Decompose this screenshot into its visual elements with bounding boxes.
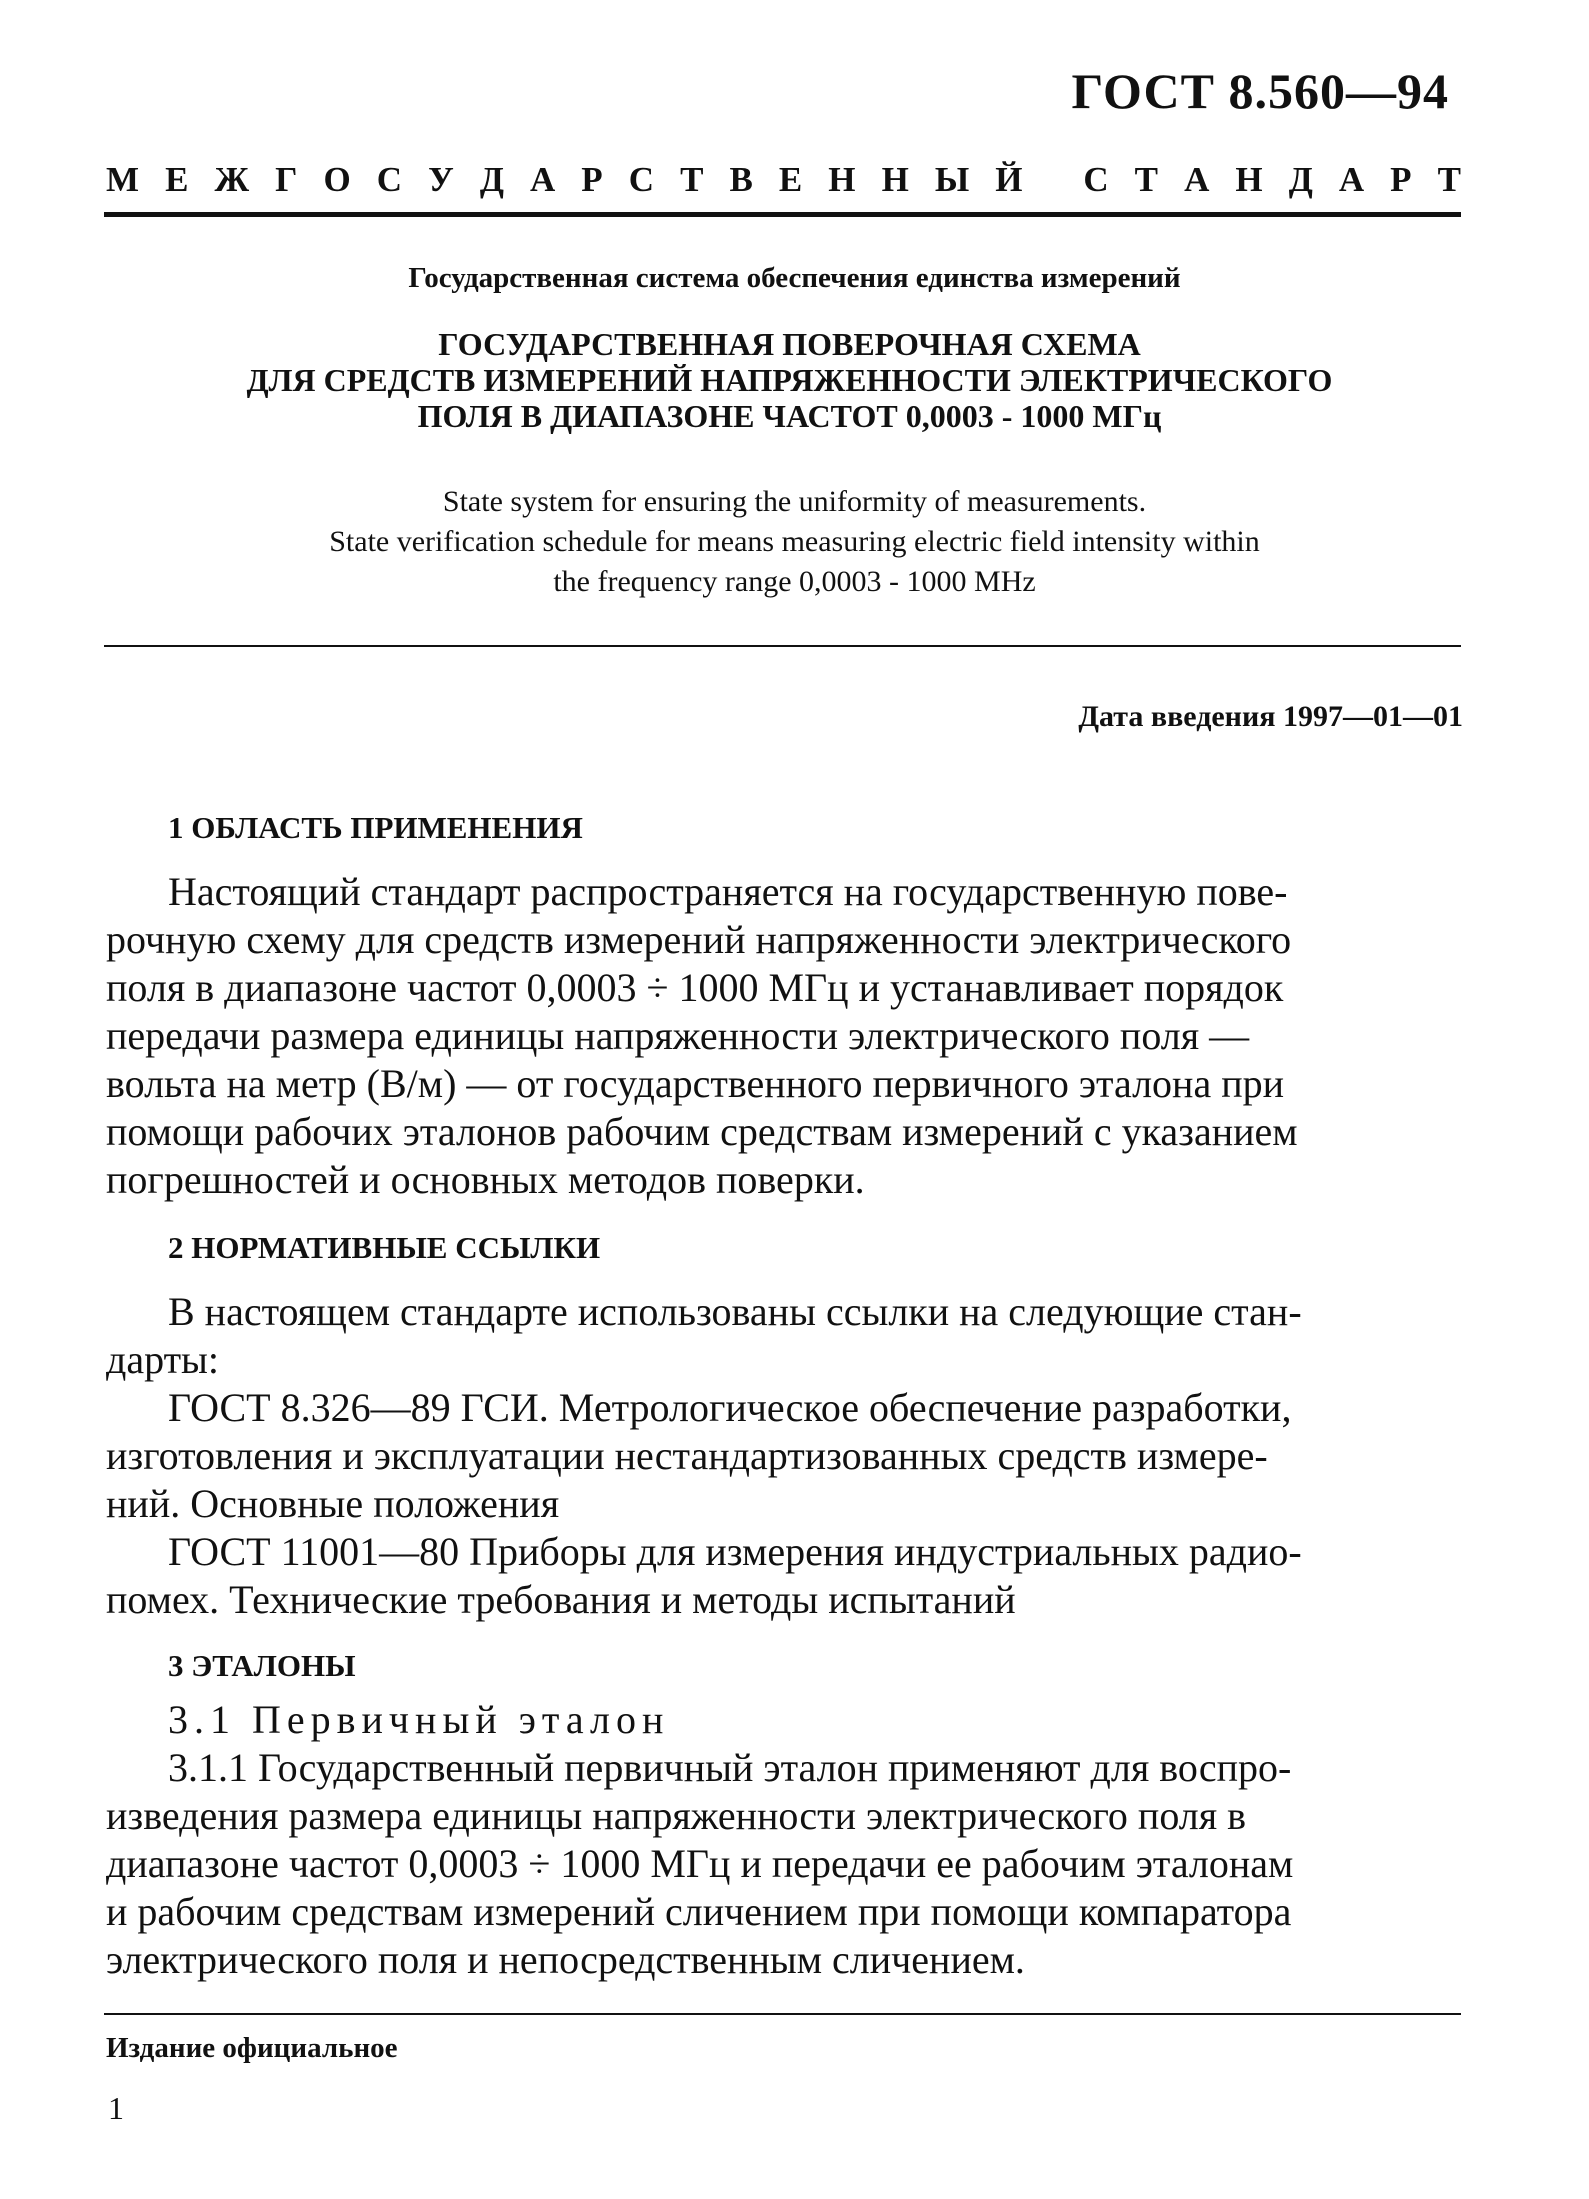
banner-letter: Н [1235, 160, 1263, 199]
banner-letter: А [1338, 160, 1365, 199]
text-line: ний. Основные положения [106, 1481, 560, 1526]
banner-letter: А [529, 160, 556, 199]
text-line: Настоящий стандарт распространяется на государственную пове- [168, 869, 1288, 914]
banner-letter: С [376, 160, 403, 199]
banner-letter: Р [1390, 160, 1412, 199]
banner-letter: Ы [934, 160, 970, 199]
english-title-line: State system for ensuring the uniformity of measurements. [442, 485, 1147, 518]
text-line: и рабочим средствам измерений сличением при помощи компаратора [106, 1889, 1292, 1934]
banner-letter: Г [275, 160, 298, 199]
text-line: поля в диапазоне частот 0,0003 ÷ 1000 МГц и устанавливает порядок [106, 965, 1284, 1010]
banner-letter: Е [165, 160, 189, 199]
text-line: дарты: [106, 1337, 220, 1382]
banner-letter: Д [1288, 160, 1313, 199]
title-rule [104, 645, 1461, 647]
banner-letter: М [106, 160, 140, 199]
official-edition-label: Издание официальное [106, 2032, 398, 2064]
section-references-text [106, 1288, 1491, 1624]
interstate-standard-banner [106, 160, 1461, 200]
page-number: 1 [108, 2090, 124, 2126]
banner-letter: Ж [214, 160, 250, 199]
text-line: передачи размера единицы напряженности электрического поля — [106, 1013, 1250, 1058]
header-rule [104, 212, 1461, 217]
title-line: ПОЛЯ В ДИАПАЗОНЕ ЧАСТОТ 0,0003 - 1000 МГц [417, 398, 1162, 434]
section-scope-text [106, 868, 1491, 1204]
subsystem-title: Государственная система обеспечения единства измерений [408, 262, 1181, 294]
footer-rule [104, 2013, 1461, 2015]
text-line: изведения размера единицы напряженности электрического поля в [106, 1793, 1247, 1838]
section-heading-references: 2 НОРМАТИВНЫЕ ССЫЛКИ [168, 1230, 601, 1265]
section-heading-standards: 3 ЭТАЛОНЫ [168, 1648, 356, 1683]
banner-letter: Н [881, 160, 909, 199]
section-standards-text [106, 1744, 1491, 1984]
banner-letter: Т [680, 160, 704, 199]
banner-letter: Е [778, 160, 803, 199]
banner-letter [1049, 160, 1058, 200]
text-line: вольта на метр (В/м) — от государственного первичного эталона при [106, 1061, 1285, 1106]
banner-letter: С [1083, 160, 1109, 199]
english-title-line: State verification schedule for means measuring electric field intensity within [329, 525, 1260, 558]
banner-letter: С [628, 160, 655, 199]
banner-letter: Н [828, 160, 856, 199]
section-heading-scope: 1 ОБЛАСТЬ ПРИМЕНЕНИЯ [168, 810, 583, 845]
text-line: электрического поля и непосредственным сличением. [106, 1937, 1025, 1982]
text-line: помех. Технические требования и методы испытаний [106, 1577, 1016, 1622]
banner-letter: А [1184, 160, 1210, 199]
text-line: помощи рабочих эталонов рабочим средствам измерений с указанием [106, 1109, 1298, 1154]
banner-letter: Д [479, 160, 504, 199]
banner-letter: Т [1437, 160, 1461, 199]
text-line: В настоящем стандарте использованы ссылки на следующие стан- [168, 1289, 1302, 1334]
text-line: изготовления и эксплуатации нестандартизованных средств измере- [106, 1433, 1268, 1478]
title-line: ГОСУДАРСТВЕННАЯ ПОВЕРОЧНАЯ СХЕМА [438, 326, 1141, 362]
banner-letter: Р [581, 160, 603, 199]
text-line: ГОСТ 11001—80 Приборы для измерения индустриальных радио- [168, 1529, 1302, 1574]
text-line: рочную схему для средств измерений напряженности электрического [106, 917, 1292, 962]
banner-letter: О [323, 160, 351, 199]
text-line: диапазоне частот 0,0003 ÷ 1000 МГц и передачи ее рабочим эталонам [106, 1841, 1294, 1886]
text-line: погрешностей и основных методов поверки. [106, 1157, 865, 1202]
english-title-line: the frequency range 0,0003 - 1000 MHz [553, 565, 1036, 598]
date-introduced: Дата введения 1997—01—01 [1078, 700, 1463, 733]
document-title [150, 326, 1429, 434]
english-title [150, 482, 1439, 602]
banner-letter: У [428, 160, 454, 199]
title-line: ДЛЯ СРЕДСТВ ИЗМЕРЕНИЙ НАПРЯЖЕННОСТИ ЭЛЕКТРИЧЕСКОГО [246, 362, 1333, 398]
banner-letter: Т [1134, 160, 1159, 199]
standard-number: ГОСТ 8.560—94 [1071, 63, 1449, 119]
text-line: 3.1.1 Государственный первичный эталон применяют для воспро- [168, 1745, 1292, 1790]
banner-letter: В [729, 160, 753, 199]
subsection-heading-primary-standard: 3.1 Первичный эталон [168, 1697, 670, 1742]
text-line: ГОСТ 8.326—89 ГСИ. Метрологическое обеспечение разработки, [168, 1385, 1292, 1430]
banner-letter: Й [995, 160, 1023, 199]
